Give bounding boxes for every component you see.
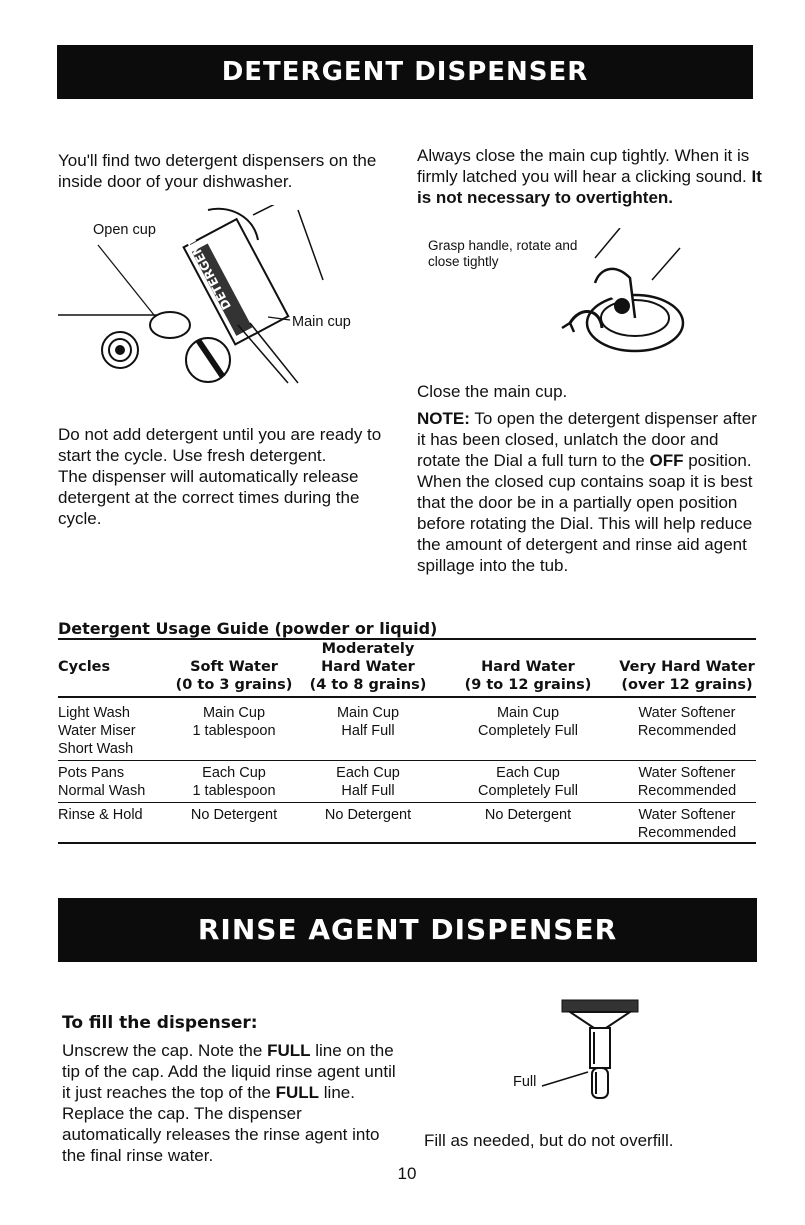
table-cell: Light Wash [58,705,130,721]
col-very-hard-range: (over 12 grains) [618,676,756,697]
fill-dispenser-instructions [62,1040,397,1166]
table-cell [170,740,298,761]
table-cell: Recommended [618,782,756,803]
open-cup-label: Open cup [93,222,156,238]
table-cell: Main Cup [336,705,400,721]
table-cell: Half Full [298,782,438,803]
table-cell: Completely Full [478,723,578,739]
col-hard: Hard Water [481,659,575,675]
table-cell: Each Cup [336,765,400,781]
table-cell: Each Cup [496,765,560,781]
usage-guide-title: Detergent Usage Guide (powder or liquid) [58,619,438,638]
note-text-part1: To open the detergent dispenser after it has been closed, unlatch the door and rotate the Dial a full turn to the [417,409,757,470]
table-row [58,722,756,740]
table-cell: Half Full [341,723,395,739]
table-cell [618,740,756,761]
table-cell [170,824,298,843]
table-cell: 1 tablespoon [170,782,298,803]
detergent-intro: You'll find two detergent dispensers on the inside door of your dishwasher. [58,151,377,191]
fill-text-b: line on the tip of the cap. Add the liquid rinse agent until it just reaches the top of the [62,1041,396,1102]
note-text-part2: position. When the closed cup contains soap it is best that the door be in a partially open position before rotating the Dial. This will help reduce the amount of detergent and rinse aid agent spillage into the tub. [417,451,753,575]
close-cup-text: Always close the main cup tightly. When it is firmly latched you will hear a clicking sound. [417,146,750,186]
note-off-word: OFF [649,451,684,470]
no-overtighten-text: It is not necessary to overtighten. [417,167,762,207]
table-cell: Water Softener [638,765,736,781]
table-row [58,697,756,722]
rinse-agent-banner: RINSE AGENT DISPENSER [58,898,757,962]
grasp-handle-label: Grasp handle, rotate and close tightly [428,238,578,269]
fill-text-a: Unscrew the cap. Note the [62,1041,263,1060]
fill-as-needed-note: Fill as needed, but do not overfill. [424,1131,674,1150]
detergent-para-ready: Do not add detergent until you are ready to start the cycle. Use fresh detergent. [58,425,382,465]
table-cell: Each Cup [202,765,266,781]
table-row [58,761,756,783]
note-label: NOTE: [417,409,470,428]
col-hard-range: (9 to 12 grains) [438,676,618,697]
table-cell: No Detergent [324,807,412,823]
table-cell: 1 tablespoon [192,723,276,739]
col-moderate-top: Moderately [321,641,415,657]
fill-text-c: line. Replace the cap. The dispenser automatically releases the rinse agent into the final rinse water. [62,1083,380,1165]
table-cell: Water Softener [638,807,736,823]
detergent-usage-table [58,640,756,844]
table-cell: No Detergent [484,807,572,823]
table-cell [58,824,170,843]
table-row [58,824,756,843]
table-cell [298,824,438,843]
full-line-label: Full [513,1074,537,1090]
table-cell: No Detergent [190,807,278,823]
detergent-para-release: The dispenser will automatically release detergent at the correct times during the cycle. [58,467,360,528]
table-cell: Short Wash [58,740,170,761]
table-cell: Completely Full [438,782,618,803]
table-cell: Water Miser [58,723,136,739]
table-cell: Main Cup [202,705,266,721]
table-cell [438,824,618,843]
col-cycles: Cycles [58,659,111,675]
close-cup-instructions [417,145,762,208]
table-row [58,740,756,761]
pointer-line-icon [540,1064,595,1094]
table-row [58,803,756,825]
table-cell: Recommended [637,723,737,739]
table-cell: Pots Pans [58,765,125,781]
table-cell: Normal Wash [58,782,170,803]
full-word-1: FULL [267,1041,311,1060]
table-cell: Rinse & Hold [58,807,143,823]
table-cell [298,740,438,761]
page-number: 10 [397,1164,417,1183]
col-moderate-range: (4 to 8 grains) [298,676,438,697]
full-word-2: FULL [275,1083,320,1102]
rinse-cap-illustration [560,998,640,1113]
close-main-cup-text: Close the main cup. [417,382,568,401]
rinse-cap-icon [560,998,640,1113]
table-row [58,782,756,803]
table-cell: Main Cup [496,705,560,721]
note-paragraph [417,408,762,576]
table-cell: Water Softener [638,705,736,721]
close-main-cup-illustration [540,228,720,358]
detergent-box-label: DETERGENT [183,234,234,313]
col-very-hard: Very Hard Water [619,659,755,675]
detergent-dispenser-banner: DETERGENT DISPENSER [57,45,753,99]
col-moderate: Hard Water [321,659,415,675]
fill-dispenser-heading: To fill the dispenser: [62,1013,258,1033]
col-soft-range: (0 to 3 grains) [170,676,298,697]
table-cell [438,740,618,761]
col-soft: Soft Water [190,659,278,675]
main-cup-closing-icon [540,228,720,358]
table-cell: Recommended [618,824,756,843]
full-pointer-arrow [540,1064,595,1094]
main-cup-label: Main cup [292,314,351,330]
